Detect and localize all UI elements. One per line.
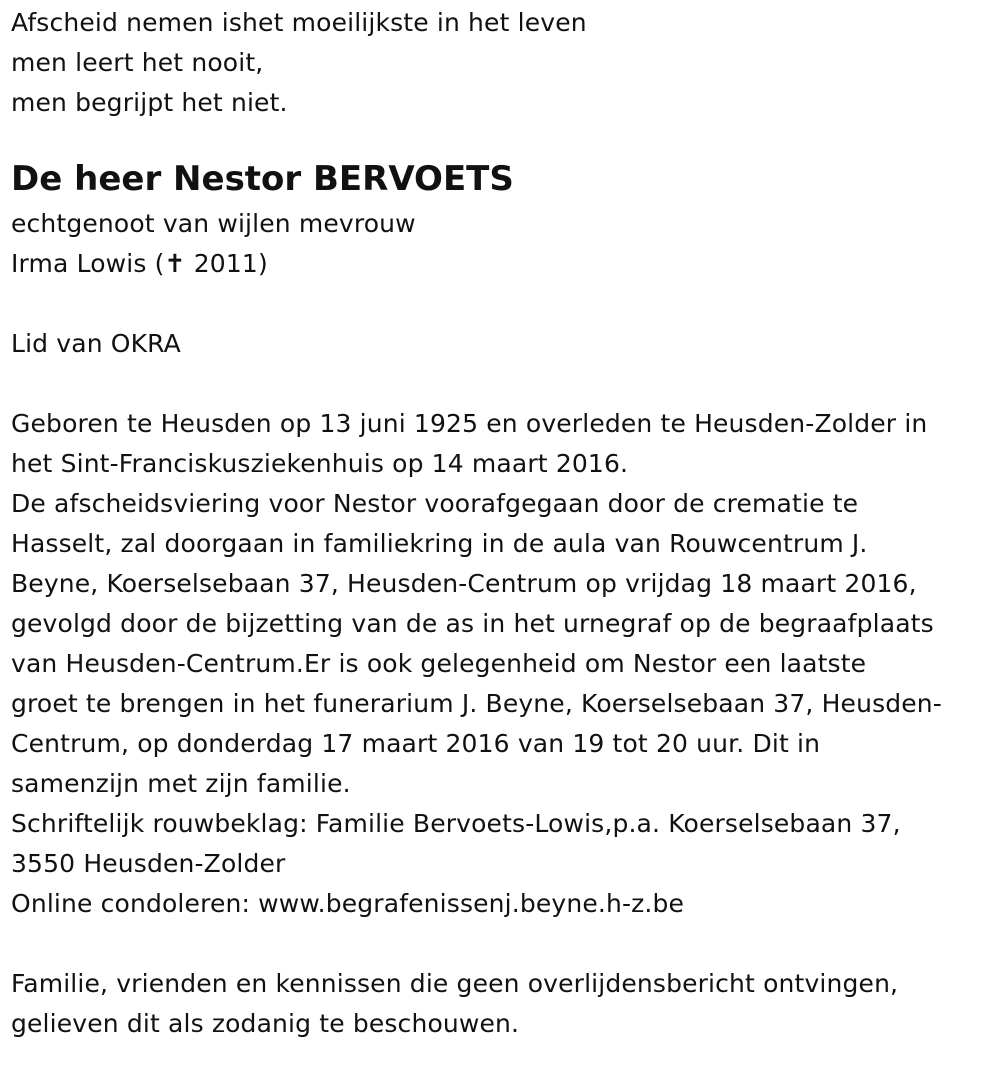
poem-line-3: men begrijpt het niet. bbox=[11, 88, 288, 117]
membership: Lid van OKRA bbox=[11, 329, 181, 358]
body-line: samenzijn met zijn familie. bbox=[11, 769, 351, 798]
online-condolence: Online condoleren: www.begrafenissenj.beyne.h-z.be bbox=[11, 889, 685, 918]
condolence-address: Schriftelijk rouwbeklag: Familie Bervoets-Lowis,p.a. Koerselsebaan 37, bbox=[11, 809, 901, 838]
body-line: gevolgd door de bijzetting van de as in het urnegraf op de begraafplaats bbox=[11, 609, 934, 638]
spacer bbox=[11, 364, 996, 404]
body-line: het Sint-Franciskusziekenhuis op 14 maart 2016. bbox=[11, 449, 629, 478]
body-line: Hasselt, zal doorgaan in familiekring in de aula van Rouwcentrum J. bbox=[11, 529, 868, 558]
body-line: Centrum, op donderdag 17 maart 2016 van 19 tot 20 uur. Dit in bbox=[11, 729, 821, 758]
condolence-postal: 3550 Heusden-Zolder bbox=[11, 849, 286, 878]
poem bbox=[11, 0, 996, 123]
spouse-line-1: echtgenoot van wijlen mevrouw bbox=[11, 209, 416, 238]
body-text bbox=[11, 404, 996, 924]
poem-line-2: men leert het nooit, bbox=[11, 48, 264, 77]
poem-line-1: Afscheid nemen ishet moeilijkste in het leven bbox=[11, 8, 587, 37]
body-line: groet te brengen in het funerarium J. Beyne, Koerselsebaan 37, Heusden- bbox=[11, 689, 942, 718]
body-line: Beyne, Koerselsebaan 37, Heusden-Centrum op vrijdag 18 maart 2016, bbox=[11, 569, 917, 598]
deceased-name: De heer Nestor BERVOETS bbox=[11, 159, 514, 199]
closing-line-2: gelieven dit als zodanig te beschouwen. bbox=[11, 1009, 520, 1038]
obituary-notice bbox=[11, 0, 996, 1044]
body-line: De afscheidsviering voor Nestor voorafgegaan door de crematie te bbox=[11, 489, 859, 518]
spacer bbox=[11, 924, 996, 964]
spacer bbox=[11, 123, 996, 154]
body-line: van Heusden-Centrum.Er is ook gelegenheid om Nestor een laatste bbox=[11, 649, 867, 678]
spouse-line-2: Irma Lowis (✝ 2011) bbox=[11, 249, 268, 278]
closing-note bbox=[11, 964, 996, 1044]
body-line: Geboren te Heusden op 13 juni 1925 en overleden te Heusden-Zolder in bbox=[11, 409, 928, 438]
spacer bbox=[11, 284, 996, 324]
closing-line-1: Familie, vrienden en kennissen die geen overlijdensbericht ontvingen, bbox=[11, 969, 899, 998]
